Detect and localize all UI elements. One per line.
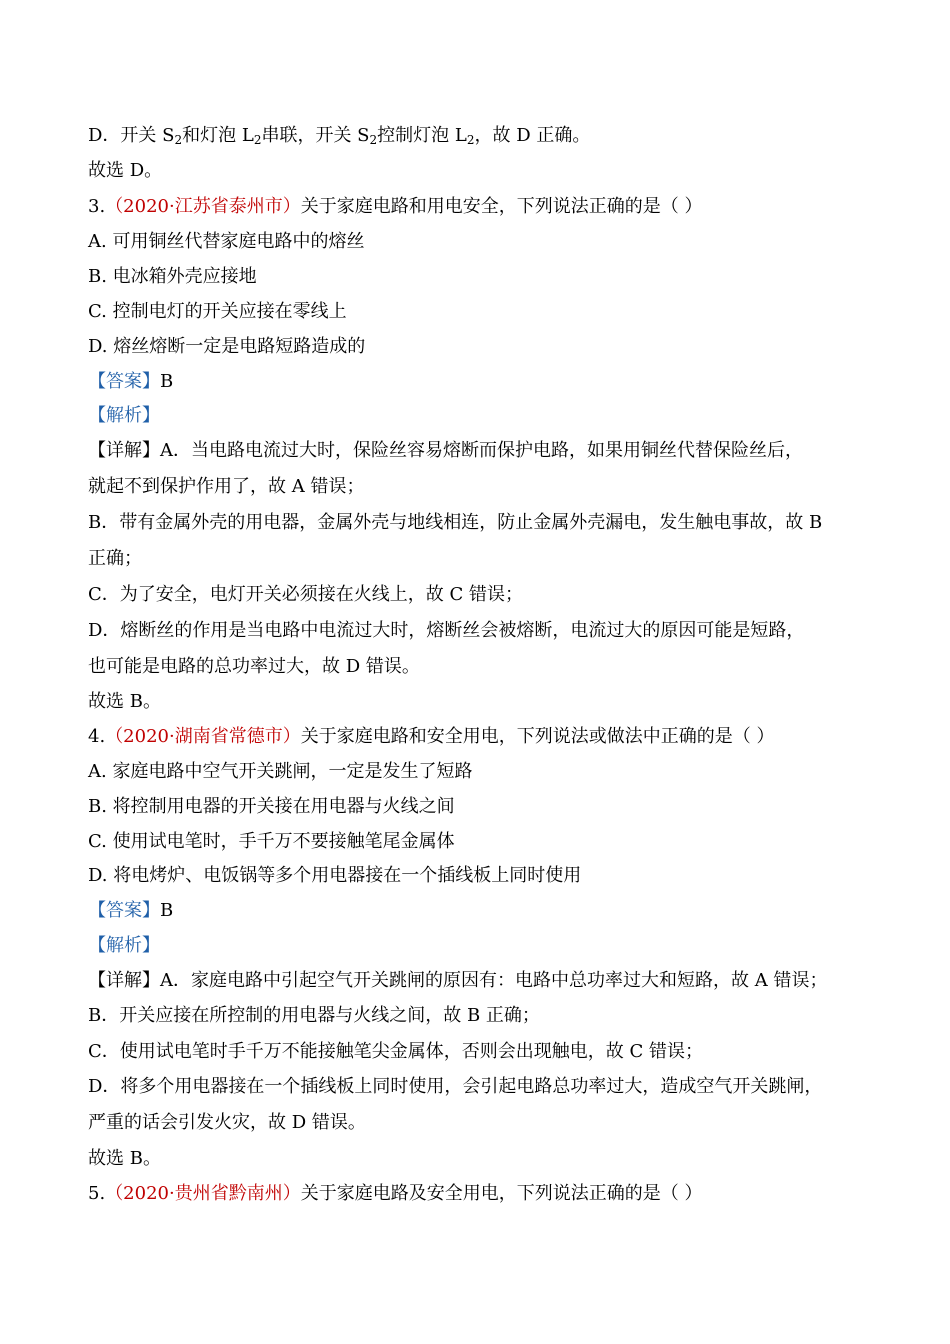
q4-detail-line-4: D．将多个用电器接在一个插线板上同时使用，会引起电路总功率过大，造成空气开关跳闸， bbox=[88, 1076, 823, 1097]
q3-choice: 故选 B。 bbox=[88, 691, 161, 712]
prev-choice: 故选 D。 bbox=[88, 160, 163, 181]
q3-detail-line-3: B．带有金属外壳的用电器，金属外壳与地线相连，防止金属外壳漏电，发生触电事故，故 B bbox=[88, 512, 823, 533]
q4-option-a: A. 家庭电路中空气开关跳闸，一定是发生了短路 bbox=[88, 761, 473, 782]
q3-option-d: D. 熔丝熔断一定是电路短路造成的 bbox=[88, 336, 366, 357]
detail-tag: 【详解】 bbox=[88, 440, 160, 461]
question-text: 关于家庭电路和安全用电，下列说法或做法中正确的是（ ） bbox=[300, 726, 775, 747]
q4-option-d: D. 将电烤炉、电饭锅等多个用电器接在一个插线板上同时使用 bbox=[88, 865, 582, 886]
question-text: 关于家庭电路和用电安全，下列说法正确的是（ ） bbox=[300, 196, 703, 217]
q4-option-c: C. 使用试电笔时，手千万不要接触笔尾金属体 bbox=[88, 831, 455, 852]
question-number: 3. bbox=[88, 196, 106, 217]
answer-value: B bbox=[160, 900, 174, 921]
q3-detail-line-5: C．为了安全，电灯开关必须接在火线上，故 C 错误； bbox=[88, 584, 523, 605]
q3-detail-line-7: 也可能是电路的总功率过大，故 D 错误。 bbox=[88, 656, 420, 677]
q4-choice: 故选 B。 bbox=[88, 1148, 161, 1169]
q3-option-a: A. 可用铜丝代替家庭电路中的熔丝 bbox=[88, 231, 365, 252]
q4-analysis-tag: 【解析】 bbox=[88, 935, 160, 956]
question-number: 5. bbox=[88, 1183, 106, 1204]
q4-option-b: B. 将控制用电器的开关接在用电器与火线之间 bbox=[88, 796, 455, 817]
answer-tag: 【答案】 bbox=[88, 900, 160, 921]
question-source: （2020·湖南省常德市） bbox=[105, 726, 301, 747]
q4-answer bbox=[88, 898, 890, 924]
q3-detail-line-1: 【详解】A．当电路电流过大时，保险丝容易熔断而保护电路，如果用铜丝代替保险丝后， bbox=[88, 440, 803, 461]
q3-analysis-tag: 【解析】 bbox=[88, 405, 160, 426]
q3-option-c: C. 控制电灯的开关应接在零线上 bbox=[88, 301, 347, 322]
q3-detail-line-6: D．熔断丝的作用是当电路中电流过大时，熔断丝会被熔断，电流过大的原因可能是短路， bbox=[88, 620, 805, 641]
question-source: （2020·贵州省黔南州） bbox=[105, 1183, 301, 1204]
q3-detail-line-2: 就起不到保护作用了，故 A 错误； bbox=[88, 476, 365, 497]
answer-tag: 【答案】 bbox=[88, 371, 160, 392]
q4-detail-line-2: B．开关应接在所控制的用电器与火线之间，故 B 正确； bbox=[88, 1005, 540, 1026]
question-source: （2020·江苏省泰州市） bbox=[105, 196, 301, 217]
prev-option-d-explanation: D．开关 S2和灯泡 L2串联，开关 S2控制灯泡 L2，故 D 正确。 bbox=[88, 125, 591, 147]
question-text: 关于家庭电路及安全用电，下列说法正确的是（ ） bbox=[300, 1183, 703, 1204]
q4-detail-line-5: 严重的话会引发火灾，故 D 错误。 bbox=[88, 1112, 366, 1133]
question-3-stem bbox=[88, 194, 890, 220]
question-number: 4. bbox=[88, 726, 106, 747]
q3-detail-line-4: 正确； bbox=[88, 548, 142, 569]
q4-detail-line-1: 【详解】A．家庭电路中引起空气开关跳闸的原因有：电路中总功率过大和短路，故 A 错误； bbox=[88, 970, 828, 991]
answer-value: B bbox=[160, 371, 174, 392]
q3-answer bbox=[88, 369, 890, 395]
question-5-stem bbox=[88, 1181, 890, 1207]
question-4-stem bbox=[88, 724, 890, 750]
q3-option-b: B. 电冰箱外壳应接地 bbox=[88, 266, 257, 287]
detail-tag: 【详解】 bbox=[88, 970, 160, 991]
q4-detail-line-3: C．使用试电笔时手千万不能接触笔尖金属体，否则会出现触电，故 C 错误； bbox=[88, 1041, 703, 1062]
